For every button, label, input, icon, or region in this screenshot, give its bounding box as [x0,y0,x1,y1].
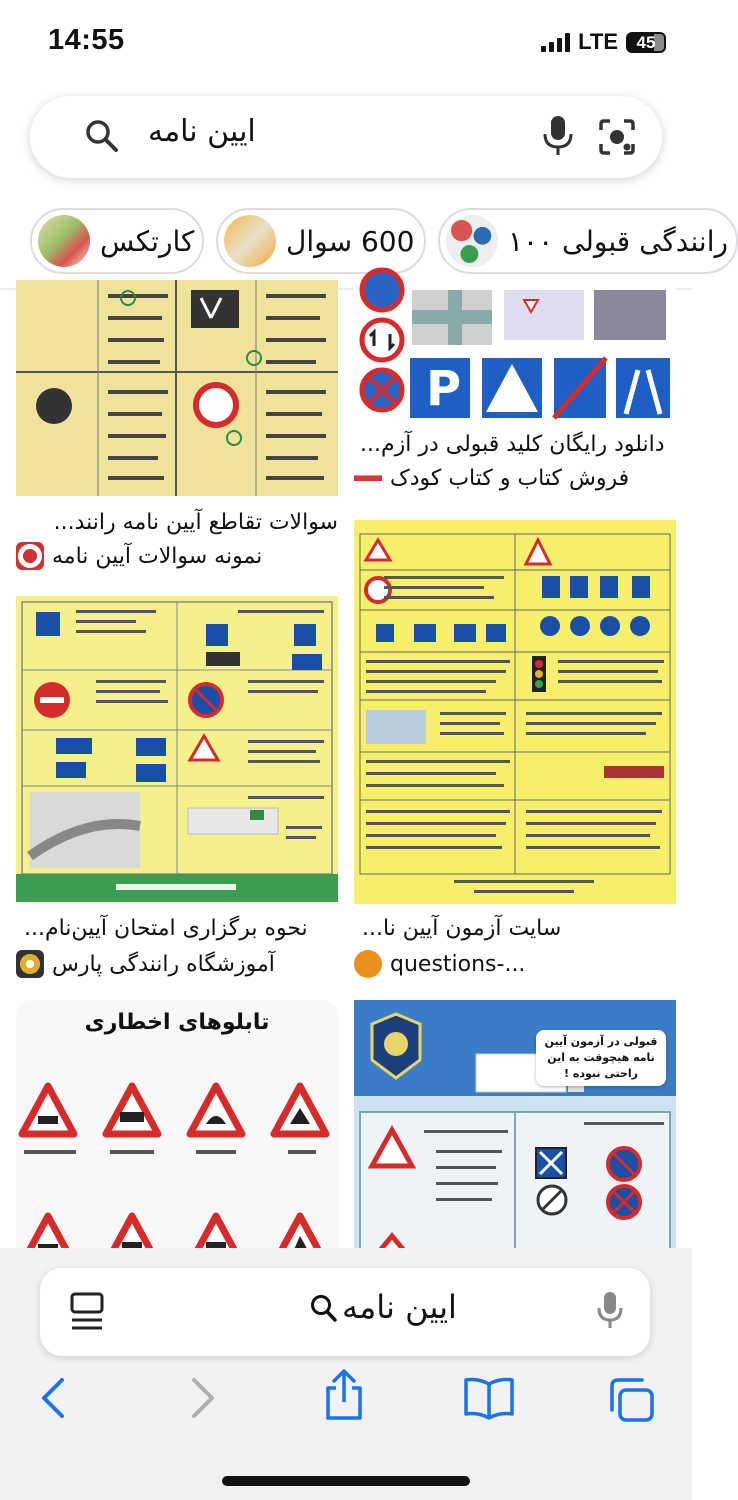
image-results-grid [0,290,692,1250]
result-source: questions-... [390,951,526,977]
chip-thumbnail [224,215,276,267]
result-title[interactable]: نحوه برگزاری امتحان آیین‌نام... [24,916,308,941]
result-card[interactable] [354,520,676,986]
back-icon[interactable] [38,1376,68,1420]
result-card[interactable] [16,1000,338,1260]
status-time: 14:55 [48,24,125,56]
result-title[interactable]: دانلود رایگان کلید قبولی در آزم... [360,432,665,457]
chip-cartex[interactable] [30,208,204,274]
tabs-icon[interactable] [606,1376,656,1424]
result-image[interactable] [16,596,338,902]
voice-search-icon[interactable] [540,114,576,158]
source-favicon [354,950,382,978]
result-source: فروش کتاب و کتاب کودک [390,465,630,491]
chip-thumbnail [38,215,90,267]
result-image[interactable] [16,1000,338,1260]
result-image[interactable] [354,280,676,420]
result-image[interactable] [354,520,676,904]
image-callout: قبولی در آزمون آیین نامه هیچوقت به این راحتی نبوده ! [536,1030,666,1086]
result-source: نمونه سوالات آیین نامه [52,543,263,569]
battery-icon [626,32,666,53]
chip-label: رانندگی قبولی ۱۰۰ [508,224,729,258]
result-image[interactable] [354,1000,676,1260]
chip-driving-100[interactable] [438,208,738,274]
source-favicon [354,464,382,492]
battery-level: 45 [636,32,656,52]
bookmarks-icon[interactable] [462,1376,516,1420]
source-favicon [16,542,44,570]
related-searches [0,208,729,278]
source-favicon [16,950,44,978]
status-indicators [541,29,666,55]
forward-icon[interactable] [188,1376,218,1420]
network-label: LTE [578,29,618,54]
chip-600-questions[interactable] [216,208,426,274]
browser-toolbar [0,1368,692,1438]
result-source-row[interactable] [354,950,676,978]
search-box[interactable] [30,96,662,178]
home-indicator[interactable] [222,1476,470,1486]
search-icon [310,1294,338,1324]
result-card[interactable] [354,280,676,510]
search-input[interactable]: ایین نامه [148,114,256,149]
svg-text:P: P [426,361,462,417]
result-image[interactable] [16,280,338,496]
image-heading: تابلوهای اخطاری [84,1010,270,1035]
chip-label: کارتکس [100,224,195,258]
browser-bottom-bar [0,1248,692,1500]
page-menu-icon[interactable] [70,1292,104,1332]
signal-icon [541,32,570,52]
chip-thumbnail [446,215,498,267]
result-title[interactable]: سوالات تقاطع آیین نامه رانند... [53,510,338,535]
camera-search-icon[interactable] [598,118,636,156]
address-bar[interactable] [40,1268,650,1356]
result-card[interactable] [16,596,338,986]
microphone-icon[interactable] [596,1290,624,1332]
result-card[interactable] [354,1000,676,1260]
result-source-row[interactable] [16,542,338,570]
result-source: آموزشگاه رانندگی پارس [52,951,275,977]
share-icon[interactable] [322,1368,366,1422]
result-title[interactable]: سایت آزمون آیین نا... [362,916,562,941]
status-bar [0,0,692,88]
result-source-row[interactable] [354,464,676,492]
address-text[interactable]: ایین نامه [342,1288,457,1326]
search-icon [84,118,120,154]
result-card[interactable] [16,280,338,569]
result-source-row[interactable] [16,950,338,978]
chip-label: 600 سوال [286,224,415,258]
